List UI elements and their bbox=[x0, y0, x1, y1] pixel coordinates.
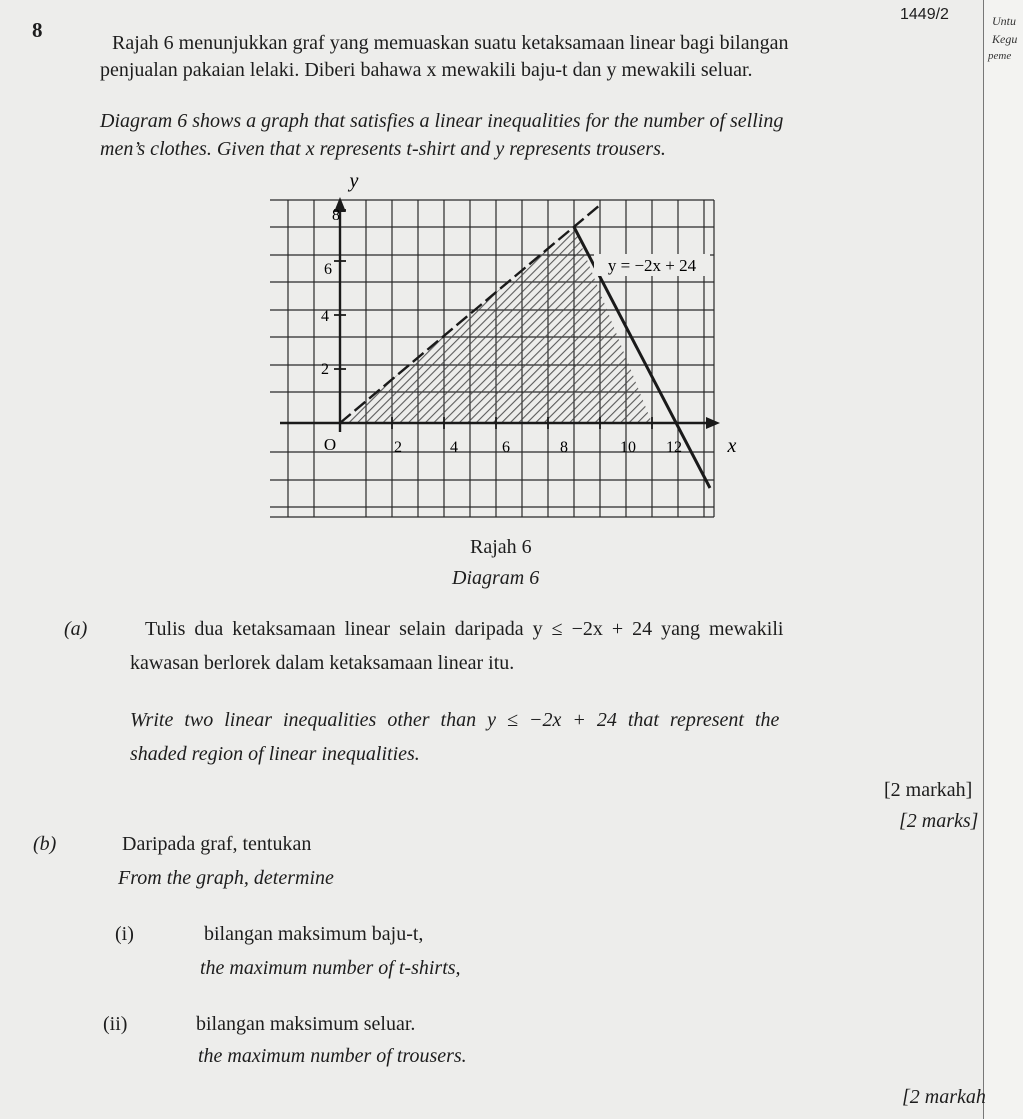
part-a-malay-line1: Tulis dua ketaksamaan linear selain daripada y ≤ −2x + 24 yang mewakili bbox=[145, 618, 784, 640]
x-tick-label: 10 bbox=[620, 439, 636, 456]
question-number: 8 bbox=[32, 18, 43, 42]
diagram-caption-malay: Rajah 6 bbox=[470, 536, 532, 558]
margin-text-3: peme bbox=[988, 50, 1012, 62]
y-tick-label: 8 bbox=[332, 207, 340, 224]
margin-column bbox=[983, 0, 1023, 1119]
part-b-ii-malay: bilangan maksimum seluar. bbox=[196, 1013, 416, 1035]
x-axis-label: x bbox=[727, 435, 737, 457]
stem-english-line2: men’s clothes. Given that x represents t-shirt and y represents trousers. bbox=[100, 138, 666, 160]
x-tick-label: 6 bbox=[502, 439, 510, 456]
linear-inequality-graph bbox=[270, 170, 750, 525]
part-b-ii-label: (ii) bbox=[103, 1013, 128, 1035]
x-tick-label: 2 bbox=[394, 439, 402, 456]
part-a-english-line1: Write two linear inequalities other than y ≤ −2x + 24 that represent the bbox=[130, 709, 780, 731]
y-axis-label: y bbox=[349, 170, 359, 192]
part-b-i-label: (i) bbox=[115, 923, 134, 945]
margin-text-1: Untu bbox=[992, 14, 1016, 28]
part-b-marks-malay: [2 markah bbox=[902, 1086, 986, 1108]
y-tick-label: 2 bbox=[321, 361, 329, 378]
stem-malay-line2: penjualan pakaian lelaki. Diberi bahawa x mewakili baju-t dan y mewakili seluar. bbox=[100, 59, 753, 81]
part-b-i-english: the maximum number of t-shirts, bbox=[200, 957, 461, 979]
x-tick-label: 4 bbox=[450, 439, 458, 456]
y-tick-label: 4 bbox=[321, 308, 329, 325]
origin-label: O bbox=[323, 435, 337, 454]
part-b-i-malay: bilangan maksimum baju-t, bbox=[204, 923, 424, 945]
part-a-marks-malay: [2 markah] bbox=[884, 779, 973, 801]
stem-malay-line1: Rajah 6 menunjukkan graf yang memuaskan suatu ketaksamaan linear bagi bilangan bbox=[112, 32, 789, 54]
part-b-label: (b) bbox=[33, 833, 57, 855]
margin-text-2: Kegu bbox=[992, 32, 1018, 46]
part-a-label: (a) bbox=[64, 618, 88, 640]
part-b-english: From the graph, determine bbox=[118, 867, 334, 889]
line-equation-label: y = −2x + 24 bbox=[607, 256, 697, 275]
x-tick-label: 12 bbox=[666, 439, 682, 456]
part-a-marks-english: [2 marks] bbox=[899, 810, 979, 832]
x-axis-arrow-icon bbox=[706, 417, 720, 429]
part-b-malay: Daripada graf, tentukan bbox=[122, 833, 312, 855]
paper-code: 1449/2 bbox=[900, 6, 949, 23]
part-a-malay-line2: kawasan berlorek dalam ketaksamaan linear itu. bbox=[130, 652, 515, 674]
x-tick-label: 8 bbox=[560, 439, 568, 456]
diagram-caption-english: Diagram 6 bbox=[452, 567, 540, 589]
part-b-ii-english: the maximum number of trousers. bbox=[198, 1045, 467, 1067]
stem-english-line1: Diagram 6 shows a graph that satisfies a linear inequalities for the number of selling bbox=[100, 110, 784, 132]
y-tick-label: 6 bbox=[324, 261, 332, 278]
part-a-english-line2: shaded region of linear inequalities. bbox=[130, 743, 420, 765]
